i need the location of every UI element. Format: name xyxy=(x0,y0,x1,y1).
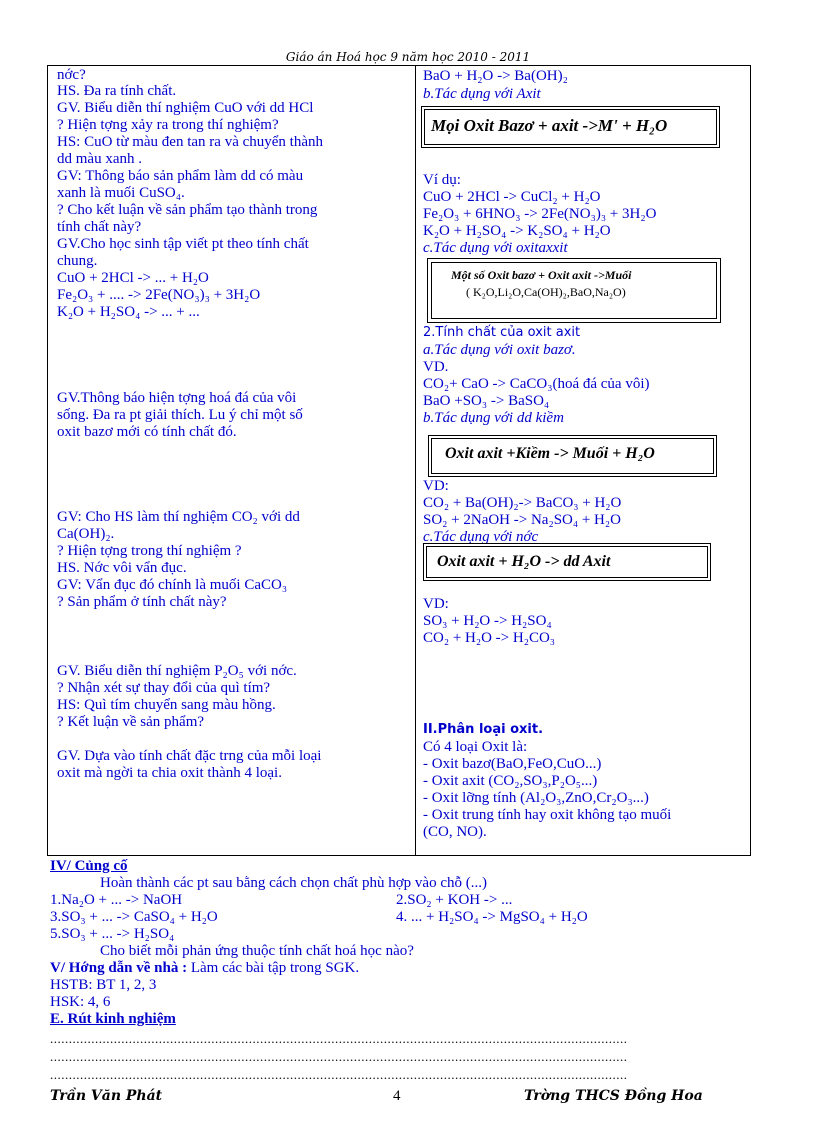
left-line: GV.Cho học sinh tập viết pt theo tính chất xyxy=(57,236,309,252)
right-equation: CuO + 2HCl -> CuCl₂ + H₂O xyxy=(423,189,601,205)
right-subheading: a.Tác dụng với oxit bazơ. xyxy=(423,342,576,358)
exercise-item: 2.SO₂ + KOH -> ... xyxy=(396,892,513,908)
left-line: nớc? xyxy=(57,67,86,83)
right-equation: BaO + H₂O -> Ba(OH)₂ xyxy=(423,68,568,84)
right-list-item: - Oxit axit (CO₂,SO₃,P₂O₅...) xyxy=(423,773,598,789)
homework-line xyxy=(50,960,359,976)
left-line: GV: Vẩn đục đó chính là muối CaCO₃ xyxy=(57,577,288,593)
page-header: Giáo án Hoá học 9 năm học 2010 - 2011 xyxy=(285,50,531,64)
right-heading: 2.Tính chất của oxit axit xyxy=(423,325,581,340)
right-equation: K₂O + H₂SO₄ -> K₂SO₄ + H₂O xyxy=(423,223,611,239)
left-line: HS: CuO từ màu đen tan ra và chuyển thành xyxy=(57,134,323,150)
footer-author: Trần Văn Phát xyxy=(50,1088,163,1104)
notes-dotted-line: .......................................................................................................................................................... xyxy=(50,1049,628,1064)
left-line: xanh là muối CuSO₄. xyxy=(57,185,185,201)
left-line: dd màu xanh . xyxy=(57,151,142,167)
left-line: HS: Quì tím chuyển sang màu hồng. xyxy=(57,697,276,713)
left-line: ? Sản phẩm ở tính chất này? xyxy=(57,594,227,610)
left-line: tính chất này? xyxy=(57,219,142,235)
right-line: VD. xyxy=(423,359,449,375)
right-heading: II.Phân loại oxit. xyxy=(423,722,544,737)
right-equation: SO₃ + H₂O -> H₂SO₄ xyxy=(423,613,552,629)
left-line: HS. Đa ra tính chất. xyxy=(57,83,177,99)
exercise-item: 4. ... + H₂SO₄ -> MgSO₄ + H₂O xyxy=(396,909,588,925)
left-line: GV: Thông báo sản phẩm làm dd có màu xyxy=(57,168,304,184)
footer-page-number: 4 xyxy=(393,1088,401,1104)
left-line: ? Kết luận về sản phẩm? xyxy=(57,714,205,730)
left-equation: CuO + 2HCl -> ... + H₂O xyxy=(57,270,209,286)
left-line: ? Nhận xét sự thay đổi của quì tím? xyxy=(57,680,271,696)
exercise-question: Cho biết mỗi phản ứng thuộc tính chất hoá học nào? xyxy=(100,943,414,959)
left-line: ? Hiện tợng xảy ra trong thí nghiệm? xyxy=(57,117,279,133)
homework-text: Làm các bài tập trong SGK. xyxy=(187,960,360,976)
right-subheading: c.Tác dụng với nớc xyxy=(423,529,539,545)
left-line: GV. Biểu diễn thí nghiệm P₂O₅ với nớc. xyxy=(57,663,297,679)
right-line: VD: xyxy=(423,596,449,612)
right-subheading: b.Tác dụng với dd kiềm xyxy=(423,410,564,426)
section-iv-heading: IV/ Củng cố xyxy=(50,858,128,874)
right-equation: CO₂ + H₂O -> H₂CO₃ xyxy=(423,630,556,646)
right-line: Có 4 loại Oxit là: xyxy=(423,739,528,755)
left-line: oxit mà ngời ta chia oxit thành 4 loại. xyxy=(57,765,282,781)
right-line: Ví dụ: xyxy=(423,172,461,188)
section-v-heading: V/ Hớng dẫn về nhà : xyxy=(50,960,188,976)
left-line: GV: Cho HS làm thí nghiệm CO₂ với dd xyxy=(57,509,300,525)
notes-dotted-line: .......................................................................................................................................................... xyxy=(50,1031,628,1046)
left-line: oxit bazơ mới có tính chất đó. xyxy=(57,424,237,440)
table-divider xyxy=(415,65,416,855)
section-e-heading: E. Rút kinh nghiệm xyxy=(50,1011,176,1027)
right-equation: BaO +SO₃ -> BaSO₄ xyxy=(423,393,550,409)
exercise-item: 1.Na₂O + ... -> NaOH xyxy=(50,892,183,908)
rule-box-2-text: Một số Oxit bazơ + Oxit axit ->Muối xyxy=(451,268,632,282)
left-equation: K₂O + H₂SO₄ -> ... + ... xyxy=(57,304,200,320)
right-list-item: - Oxit lỡng tính (Al₂O₃,ZnO,Cr₂O₃...) xyxy=(423,790,649,806)
right-line: VD: xyxy=(423,478,449,494)
right-subheading: b.Tác dụng với Axit xyxy=(423,86,541,102)
notes-dotted-line: .......................................................................................................................................................... xyxy=(50,1067,628,1082)
homework-hstb: HSTB: BT 1, 2, 3 xyxy=(50,977,157,993)
right-list-item: - Oxit bazơ(BaO,FeO,CuO...) xyxy=(423,756,602,772)
rule-box-2-examples: ( K₂O,Li₂O,Ca(OH)₂,BaO,Na₂O) xyxy=(466,285,626,299)
left-line: GV. Dựa vào tính chất đặc trng của mỗi loại xyxy=(57,748,322,764)
left-line: Ca(OH)₂. xyxy=(57,526,115,542)
exercise-item: 5.SO₃ + ... -> H₂SO₄ xyxy=(50,926,175,942)
right-list-item: (CO, NO). xyxy=(423,824,487,840)
right-equation: SO₂ + 2NaOH -> Na₂SO₄ + H₂O xyxy=(423,512,621,528)
left-line: chung. xyxy=(57,253,98,269)
left-line: sống. Đa ra pt giải thích. Lu ý chỉ một số xyxy=(57,407,303,423)
right-equation: Fe₂O₃ + 6HNO₃ -> 2Fe(NO₃)₃ + 3H₂O xyxy=(423,206,657,222)
rule-box-3-text: Oxit axit +Kiềm -> Muối + H₂O xyxy=(445,445,655,462)
left-line: GV.Thông báo hiện tợng hoá đá của vôi xyxy=(57,390,297,406)
rule-box-1-text: Mọi Oxit Bazơ + axit ->M' + H₂O xyxy=(431,116,668,135)
homework-hsk: HSK: 4, 6 xyxy=(50,994,111,1010)
left-line: HS. Nớc vôi vẩn đục. xyxy=(57,560,187,576)
right-list-item: - Oxit trung tính hay oxit không tạo muối xyxy=(423,807,672,823)
left-line: GV. Biểu diễn thí nghiệm CuO với dd HCl xyxy=(57,100,314,116)
footer-school: Trờng THCS Đồng Hoa xyxy=(524,1088,703,1104)
left-equation: Fe₂O₃ + .... -> 2Fe(NO₃)₃ + 3H₂O xyxy=(57,287,261,303)
right-subheading: c.Tác dụng với oxitaxxit xyxy=(423,240,568,256)
right-equation: CO₂ + Ba(OH)₂-> BaCO₃ + H₂O xyxy=(423,495,622,511)
left-line: ? Hiện tợng trong thí nghiệm ? xyxy=(57,543,242,559)
rule-box-4-text: Oxit axit + H₂O -> dd Axit xyxy=(437,553,611,570)
left-line: ? Cho kết luận về sản phẩm tạo thành trong xyxy=(57,202,318,218)
exercise-item: 3.SO₃ + ... -> CaSO₄ + H₂O xyxy=(50,909,218,925)
exercise-intro: Hoàn thành các pt sau bằng cách chọn chất phù hợp vào chỗ (...) xyxy=(100,875,487,891)
right-equation: CO₂+ CaO -> CaCO₃(hoá đá của vôi) xyxy=(423,376,650,392)
